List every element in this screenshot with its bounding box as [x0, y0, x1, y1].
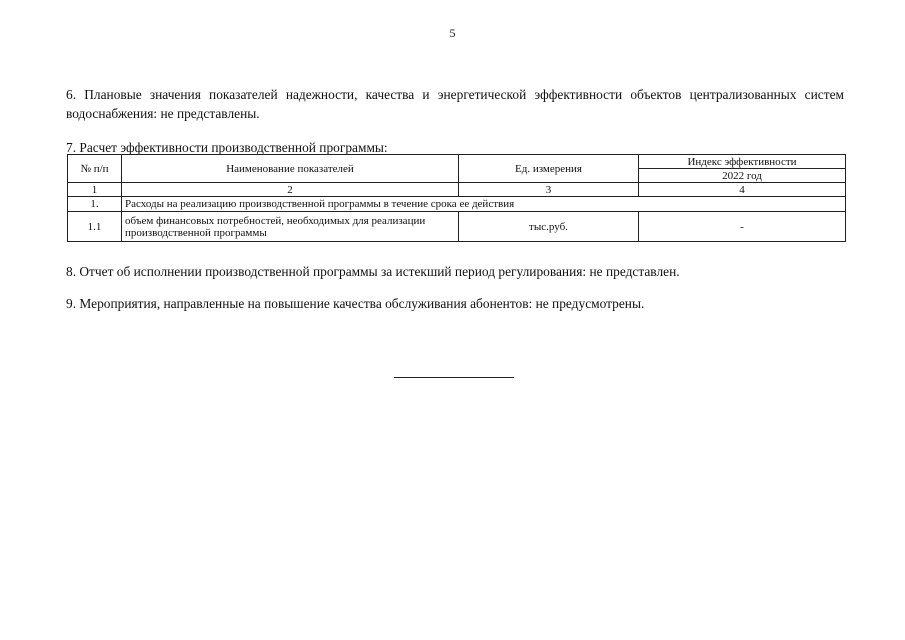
row-value: - [639, 212, 846, 242]
column-number: 4 [639, 183, 846, 197]
row-text: Расходы на реализацию производственной программы в течение срока ее действия [122, 197, 846, 212]
header-name: Наименование показателей [122, 155, 459, 183]
page-number: 5 [449, 26, 456, 40]
header-num: № п/п [68, 155, 122, 183]
section-7-title: 7. Расчет эффективности производственной программы: [66, 140, 388, 155]
header-index: Индекс эффективности [639, 155, 846, 169]
header-year: 2022 год [639, 169, 846, 183]
section-9-text: 9. Мероприятия, направленные на повышение качества обслуживания абонентов: не предусмотрены. [66, 296, 645, 311]
row-num: 1. [68, 197, 122, 212]
row-name: объем финансовых потребностей, необходимых для реализации производственной программы [122, 212, 459, 242]
efficiency-table [67, 154, 846, 242]
table-row [68, 197, 846, 212]
section-8-text: 8. Отчет об исполнении производственной программы за истекший период регулирования: не представлен. [66, 264, 680, 279]
section-6-text: 6. Плановые значения показателей надежности, качества и энергетической эффективности объектов централизованных систем водоснабжения: не представлены. [66, 87, 844, 121]
row-unit: тыс.руб. [459, 212, 639, 242]
column-number: 2 [122, 183, 459, 197]
end-divider [394, 377, 514, 378]
table-row [68, 212, 846, 242]
column-number: 1 [68, 183, 122, 197]
header-unit: Ед. измерения [459, 155, 639, 183]
column-numbers-row [68, 183, 846, 197]
row-num: 1.1 [68, 212, 122, 242]
column-number: 3 [459, 183, 639, 197]
